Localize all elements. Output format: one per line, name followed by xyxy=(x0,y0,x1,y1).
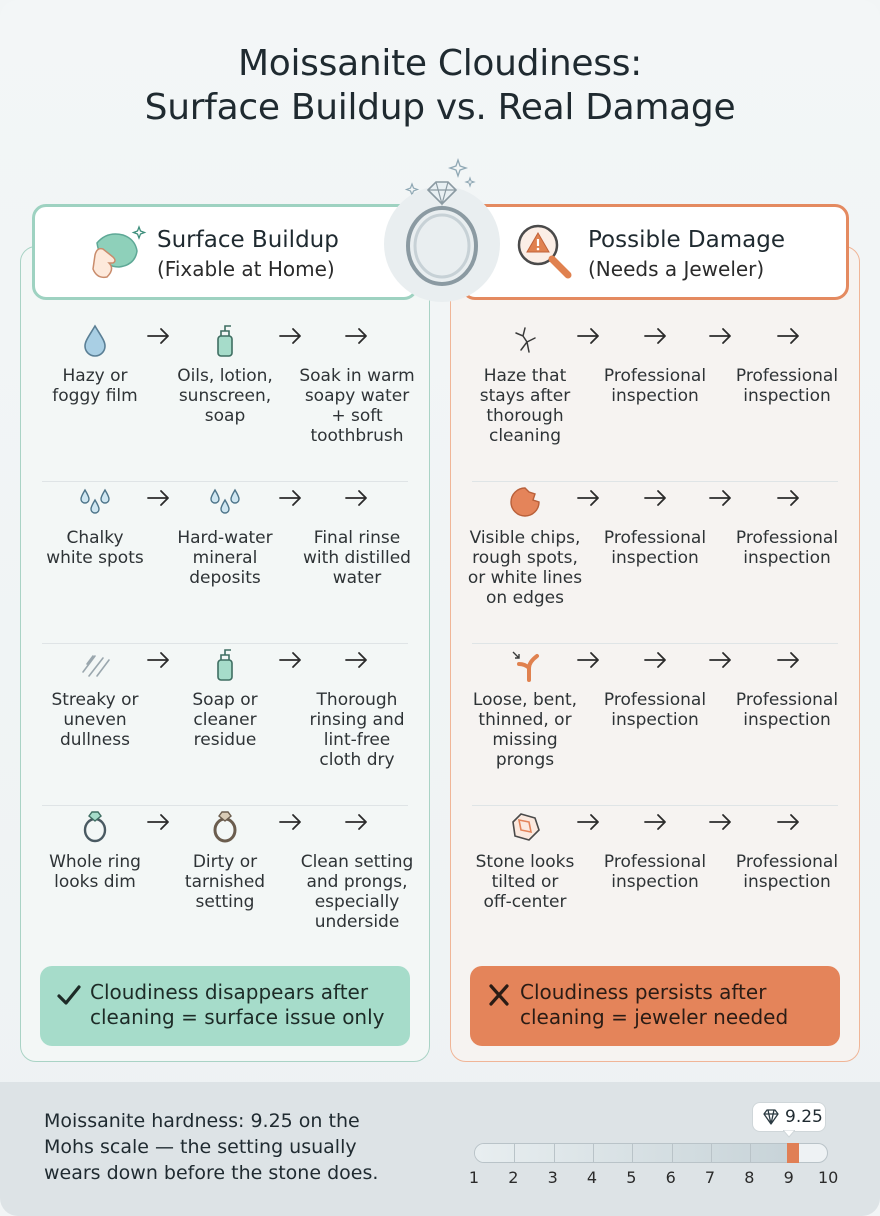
surface-buildup-header xyxy=(32,204,418,300)
symptom-cell-line: prongs xyxy=(495,750,555,770)
symptom-cell-line: white spots xyxy=(46,548,144,568)
crack-icon xyxy=(505,320,545,360)
pump-bottle-icon xyxy=(205,644,245,684)
scale-tick-label: 9 xyxy=(783,1168,794,1187)
diamond-icon xyxy=(761,1109,781,1125)
inspection-cell xyxy=(722,366,852,406)
cause-cell-line: setting xyxy=(195,892,255,912)
damage-row xyxy=(460,806,850,968)
arrow-right-icon xyxy=(643,326,669,346)
mohs-scale-fill xyxy=(475,1144,794,1162)
inspection-cell-line: inspection xyxy=(611,548,699,568)
arrow-right-icon xyxy=(776,650,802,670)
inspection-cell-line: Professional xyxy=(603,690,707,710)
arrow-right-icon xyxy=(146,326,172,346)
inspection-cell-line: Professional xyxy=(603,366,707,386)
fix-cell-line: toothbrush xyxy=(310,426,404,446)
symptom-cell-line: tilted or xyxy=(491,872,559,892)
inspection-cell-line: inspection xyxy=(611,710,699,730)
inspection-cell xyxy=(590,690,720,730)
hardness-prefix: Moissanite hardness: xyxy=(44,1110,251,1132)
cause-cell-line: mineral xyxy=(192,548,258,568)
inspection-cell xyxy=(590,852,720,892)
inspection-cell xyxy=(722,690,852,730)
scale-tick-label: 5 xyxy=(626,1168,637,1187)
symptom-cell xyxy=(30,528,160,568)
symptom-cell xyxy=(460,852,590,912)
symptom-cell-line: Stone looks xyxy=(475,852,575,872)
symptom-cell-line: missing xyxy=(492,730,558,750)
scale-tick-label: 7 xyxy=(704,1168,716,1187)
scale-tick-label: 10 xyxy=(818,1168,839,1187)
symptom-cell-line: thorough xyxy=(486,406,564,426)
symptom-cell-line: off-center xyxy=(483,892,567,912)
damage-verdict-line-1: Cloudiness persists after xyxy=(520,980,767,1004)
inspection-cell-line: inspection xyxy=(743,872,831,892)
surface-verdict xyxy=(40,966,410,1046)
surface-buildup-subtitle: (Fixable at Home) xyxy=(157,257,335,281)
cause-cell-line: Soap or xyxy=(192,690,258,710)
hardness-callout xyxy=(752,1102,826,1132)
scale-tick-line xyxy=(554,1144,555,1162)
streaks-icon xyxy=(75,644,115,684)
hardness-line-3: wears down before the stone does. xyxy=(44,1162,379,1184)
fix-cell-line: Thorough xyxy=(316,690,398,710)
arrow-right-icon xyxy=(643,650,669,670)
page-title xyxy=(0,42,880,130)
surface-row xyxy=(30,644,420,806)
arrow-right-icon xyxy=(278,812,304,832)
symptom-cell xyxy=(460,690,590,770)
scale-tick-line xyxy=(672,1144,673,1162)
damage-row xyxy=(460,320,850,482)
title-line-2: Surface Buildup vs. Real Damage xyxy=(144,87,736,128)
tilted-stone-icon xyxy=(505,806,545,846)
cause-cell xyxy=(160,690,290,750)
water-droplets-icon xyxy=(75,482,115,522)
arrow-right-icon xyxy=(776,326,802,346)
damage-row xyxy=(460,482,850,644)
symptom-cell-line: Streaky or xyxy=(51,690,139,710)
possible-damage-subtitle: (Needs a Jeweler) xyxy=(588,257,765,281)
inspection-cell-line: Professional xyxy=(735,366,839,386)
fix-cell-line: cloth dry xyxy=(319,750,395,770)
inspection-cell-line: Professional xyxy=(603,852,707,872)
symptom-cell xyxy=(460,366,590,446)
scale-tick-line xyxy=(750,1144,751,1162)
damage-verdict xyxy=(470,966,840,1046)
arrow-right-icon xyxy=(344,812,370,832)
damage-row xyxy=(460,644,850,806)
arrow-right-icon xyxy=(776,488,802,508)
symptom-cell-line: on edges xyxy=(486,588,564,608)
symptom-cell-line: Haze that xyxy=(483,366,567,386)
fix-cell-line: especially xyxy=(314,892,400,912)
check-icon xyxy=(56,982,82,1008)
scale-tick-label: 3 xyxy=(547,1168,558,1187)
scale-tick-label: 2 xyxy=(508,1168,519,1187)
arrow-right-icon xyxy=(344,488,370,508)
callout-pointer xyxy=(783,1130,795,1138)
arrow-right-icon xyxy=(146,488,172,508)
arrow-right-icon xyxy=(576,488,602,508)
arrow-right-icon xyxy=(146,812,172,832)
surface-row xyxy=(30,482,420,644)
cause-cell-line: Oils, lotion, xyxy=(177,366,273,386)
cause-cell xyxy=(160,528,290,588)
arrow-right-icon xyxy=(776,812,802,832)
symptom-cell xyxy=(30,690,160,750)
scale-tick-label: 8 xyxy=(744,1168,755,1187)
fix-cell-line: Final rinse xyxy=(313,528,401,548)
symptom-cell-line: Hazy or xyxy=(62,366,128,386)
inspection-cell-line: Professional xyxy=(735,528,839,548)
symptom-cell-line: Whole ring xyxy=(49,852,141,872)
fix-cell-line: underside xyxy=(314,912,400,932)
mohs-scale-bar xyxy=(474,1143,828,1163)
arrow-right-icon xyxy=(576,650,602,670)
magnifier-warning-icon xyxy=(514,221,576,283)
surface-verdict-line-2: cleaning = surface issue only xyxy=(90,1005,385,1029)
arrow-right-icon xyxy=(708,812,734,832)
symptom-cell-line: Visible chips, xyxy=(469,528,581,548)
inspection-cell-line: inspection xyxy=(743,710,831,730)
arrow-right-icon xyxy=(643,812,669,832)
arrow-right-icon xyxy=(708,488,734,508)
arrow-right-icon xyxy=(576,326,602,346)
x-icon xyxy=(486,982,512,1008)
possible-damage-title: Possible Damage xyxy=(588,227,785,253)
symptom-cell-line: looks dim xyxy=(54,872,136,892)
damage-verdict-line-2: cleaning = jeweler needed xyxy=(520,1005,789,1029)
inspection-cell-line: inspection xyxy=(611,386,699,406)
inspection-cell xyxy=(590,528,720,568)
surface-buildup-title: Surface Buildup xyxy=(157,227,339,253)
arrow-right-icon xyxy=(344,326,370,346)
fix-cell-line: Clean setting xyxy=(300,852,414,872)
arrow-right-icon xyxy=(278,488,304,508)
symptom-cell-line: dullness xyxy=(60,730,130,750)
symptom-cell xyxy=(30,366,160,406)
fix-cell-line: Soak in warm xyxy=(299,366,415,386)
cause-cell-line: cleaner xyxy=(193,710,257,730)
hardness-note xyxy=(44,1108,378,1186)
symptom-cell-line: cleaning xyxy=(488,426,561,446)
inspection-cell xyxy=(590,366,720,406)
ring-badge xyxy=(384,186,500,302)
scale-tick-line xyxy=(711,1144,712,1162)
surface-verdict-line-1: Cloudiness disappears after xyxy=(90,980,369,1004)
cause-cell-line: Dirty or xyxy=(192,852,258,872)
title-line-1: Moissanite Cloudiness: xyxy=(237,43,643,84)
surface-row xyxy=(30,806,420,968)
arrow-right-icon xyxy=(278,326,304,346)
bent-prong-icon xyxy=(505,644,545,684)
water-drop-icon xyxy=(75,320,115,360)
symptom-cell-line: or white lines xyxy=(467,568,583,588)
hardness-marker xyxy=(787,1143,799,1163)
arrow-right-icon xyxy=(643,488,669,508)
inspection-cell-line: inspection xyxy=(743,548,831,568)
surface-row xyxy=(30,320,420,482)
cause-cell-line: sunscreen, xyxy=(178,386,272,406)
arrow-right-icon xyxy=(278,650,304,670)
arrow-right-icon xyxy=(146,650,172,670)
arrow-right-icon xyxy=(708,326,734,346)
symptom-cell-line: thinned, or xyxy=(478,710,572,730)
cause-cell-line: Hard-water xyxy=(177,528,273,548)
symptom-cell-line: rough spots, xyxy=(472,548,578,568)
scale-tick-line xyxy=(593,1144,594,1162)
pump-bottle-icon xyxy=(205,320,245,360)
inspection-cell-line: inspection xyxy=(743,386,831,406)
fix-cell-line: lint-free xyxy=(323,730,391,750)
fix-cell-line: rinsing and xyxy=(309,710,405,730)
diamond-ring-icon xyxy=(398,176,486,294)
symptom-cell-line: uneven xyxy=(63,710,127,730)
scale-tick-label: 1 xyxy=(468,1168,480,1187)
hardness-callout-value: 9.25 xyxy=(785,1107,823,1127)
hardness-value: 9.25 xyxy=(250,1110,293,1132)
fix-cell-line: soapy water xyxy=(304,386,410,406)
scale-tick-label: 4 xyxy=(586,1168,598,1187)
cause-cell xyxy=(160,366,290,426)
scale-tick-line xyxy=(632,1144,633,1162)
fix-cell-line: with distilled xyxy=(303,548,411,568)
fix-cell xyxy=(292,852,422,932)
possible-damage-header xyxy=(461,204,849,300)
inspection-cell-line: inspection xyxy=(611,872,699,892)
tarnished-ring-icon xyxy=(205,806,245,846)
cause-cell xyxy=(160,852,290,912)
cause-cell-line: tarnished xyxy=(184,872,266,892)
chipped-stone-icon xyxy=(505,482,545,522)
fix-cell-line: and prongs, xyxy=(306,872,408,892)
inspection-cell-line: Professional xyxy=(735,690,839,710)
scale-tick-label: 6 xyxy=(665,1168,676,1187)
symptom-cell-line: foggy film xyxy=(52,386,138,406)
hardness-line-2: Mohs scale — the setting usually xyxy=(44,1136,357,1158)
inspection-cell-line: Professional xyxy=(603,528,707,548)
fix-cell xyxy=(292,690,422,770)
fix-cell-line: water xyxy=(332,568,382,588)
symptom-cell-line: Chalky xyxy=(66,528,124,548)
hand-wiping-icon xyxy=(89,221,149,281)
hardness-suffix: on the xyxy=(292,1110,360,1132)
arrow-right-icon xyxy=(708,650,734,670)
symptom-cell-line: stays after xyxy=(479,386,571,406)
arrow-right-icon xyxy=(576,812,602,832)
fix-cell-line: + soft xyxy=(331,406,383,426)
cause-cell-line: residue xyxy=(193,730,257,750)
ring-icon xyxy=(75,806,115,846)
inspection-cell-line: Professional xyxy=(735,852,839,872)
fix-cell xyxy=(292,366,422,446)
cause-cell-line: deposits xyxy=(189,568,261,588)
symptom-cell xyxy=(460,528,590,608)
inspection-cell xyxy=(722,852,852,892)
fix-cell xyxy=(292,528,422,588)
inspection-cell xyxy=(722,528,852,568)
symptom-cell-line: Loose, bent, xyxy=(472,690,578,710)
water-droplets-icon xyxy=(205,482,245,522)
symptom-cell xyxy=(30,852,160,892)
arrow-right-icon xyxy=(344,650,370,670)
scale-tick-line xyxy=(514,1144,515,1162)
cause-cell-line: soap xyxy=(204,406,246,426)
